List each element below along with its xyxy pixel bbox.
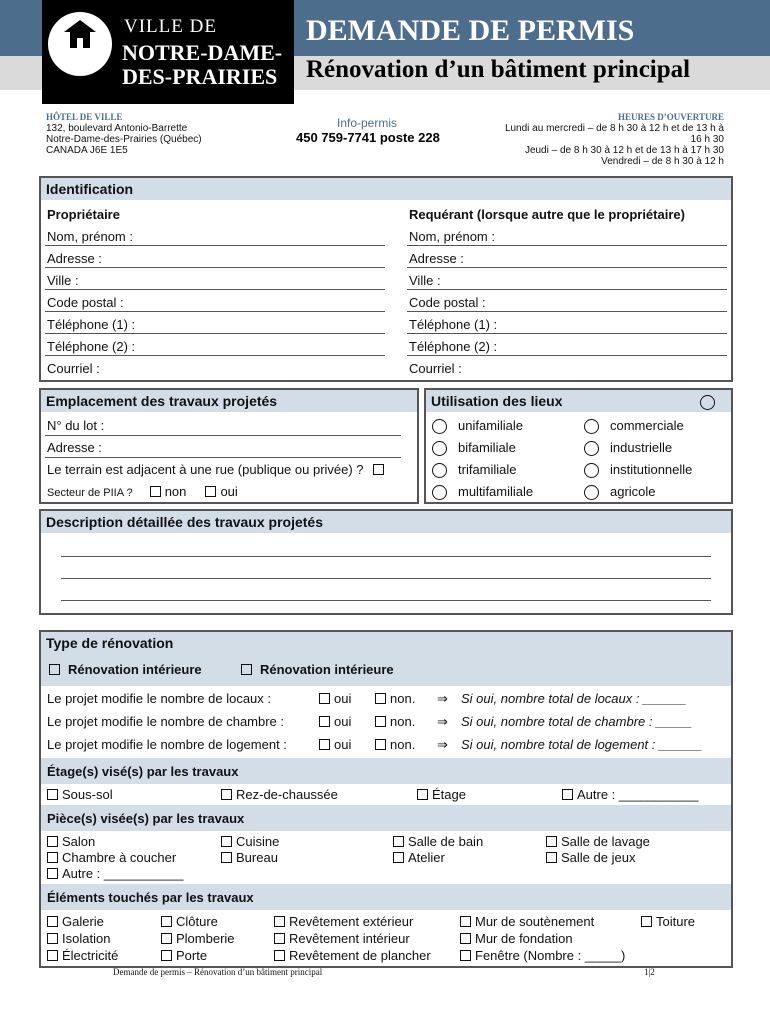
- radio-industrielle[interactable]: [584, 441, 599, 456]
- owner-phone2-label: Téléphone (2) :: [47, 339, 136, 354]
- owner-phone1-field[interactable]: [45, 333, 385, 334]
- city-logo: [42, 0, 294, 104]
- applicant-address-label: Adresse :: [409, 251, 464, 266]
- info-permis-label: Info-permis: [337, 116, 398, 130]
- renovation-option-1-checkbox[interactable]: [49, 664, 60, 675]
- address-line-1: 132, boulevard Antonio-Barrette: [46, 123, 188, 134]
- floor-etage-checkbox[interactable]: [417, 789, 428, 800]
- floor-sous-sol: [47, 787, 113, 802]
- el-revetement-ext-checkbox[interactable]: [274, 916, 285, 927]
- lot-label: N° du lot :: [47, 418, 105, 433]
- room-salle-de-bain-label: Salle de bain: [408, 834, 484, 849]
- floor-rdc-checkbox[interactable]: [221, 789, 232, 800]
- hotel-label: HÔTEL DE VILLE: [46, 112, 123, 122]
- el-revetement-plancher-label: Revêtement de plancher: [289, 948, 431, 963]
- room-cuisine-checkbox[interactable]: [221, 836, 232, 847]
- floor-etage-label: Étage: [432, 787, 466, 802]
- renovation-options-band: [41, 654, 731, 686]
- room-atelier-checkbox[interactable]: [393, 852, 404, 863]
- floors-band: [41, 758, 731, 784]
- room-bureau-checkbox[interactable]: [221, 852, 232, 863]
- q-chambre-non: [375, 714, 415, 729]
- q-logement-label: Le projet modifie le nombre de logement :: [47, 737, 287, 752]
- room-atelier-label: Atelier: [408, 850, 445, 865]
- radio-institutionnelle[interactable]: [584, 463, 599, 478]
- address-line-3: CANADA J6E 1E5: [46, 145, 128, 156]
- applicant-postal-label: Code postal :: [409, 295, 486, 310]
- room-bureau: [221, 850, 278, 865]
- room-salle-de-lavage-checkbox[interactable]: [546, 836, 557, 847]
- usage-section: [424, 388, 733, 504]
- owner-title: Propriétaire: [47, 207, 120, 222]
- room-salle-de-jeux: [546, 850, 635, 865]
- applicant-email-label: Courriel :: [409, 361, 462, 376]
- el-porte: [161, 948, 207, 963]
- q-locaux-oui-checkbox[interactable]: [319, 693, 330, 704]
- el-electricite: [47, 948, 118, 963]
- piia-oui-label: oui: [220, 484, 238, 499]
- q-locaux-oui: [319, 691, 351, 706]
- room-salle-de-lavage: [546, 834, 650, 849]
- owner-name-field[interactable]: [45, 245, 385, 246]
- lot-field[interactable]: [45, 435, 401, 436]
- location-title: Emplacement des travaux projetés: [41, 390, 417, 412]
- description-title: Description détaillée des travaux projetés: [41, 511, 731, 533]
- owner-phone1-label: Téléphone (1) :: [47, 317, 136, 332]
- applicant-phone1-label: Téléphone (1) :: [409, 317, 498, 332]
- description-line-1[interactable]: [61, 556, 711, 557]
- renovation-option-1-label: Rénovation intérieure: [68, 662, 202, 677]
- label-multifamiliale: multifamiliale: [458, 484, 534, 499]
- elements-band: [41, 884, 731, 910]
- room-atelier: [393, 850, 445, 865]
- el-cloture-checkbox[interactable]: [161, 916, 172, 927]
- floor-sous-sol-checkbox[interactable]: [47, 789, 58, 800]
- q-chambre-oui-checkbox[interactable]: [319, 716, 330, 727]
- q-locaux-result: Si oui, nombre total de locaux : ______: [461, 691, 687, 706]
- owner-name-label: Nom, prénom :: [47, 229, 133, 244]
- owner-address-field[interactable]: [45, 267, 385, 268]
- el-galerie-label: Galerie: [62, 914, 104, 929]
- label-commerciale: commerciale: [610, 418, 684, 433]
- q-chambre-oui-label: oui: [334, 714, 352, 729]
- room-chambre: [47, 850, 176, 865]
- hours-line-1: Lundi au mercredi – de 8 h 30 à 12 h et de 13 h à: [504, 123, 724, 134]
- el-toiture: [641, 914, 695, 929]
- usage-header-radio[interactable]: [700, 395, 715, 410]
- renovation-title: Type de rénovation: [41, 632, 731, 654]
- q-chambre-oui: [319, 714, 351, 729]
- el-fenetre-checkbox[interactable]: [460, 950, 471, 961]
- q-locaux-arrow-icon: ⇒: [437, 691, 448, 706]
- room-cuisine: [221, 834, 279, 849]
- floor-autre: [562, 787, 698, 802]
- renovation-option-2-label: Rénovation intérieure: [260, 662, 394, 677]
- floor-autre-checkbox[interactable]: [562, 789, 573, 800]
- description-line-3[interactable]: [61, 600, 711, 601]
- q-logement-non: [375, 737, 415, 752]
- rooms-band: [41, 805, 731, 831]
- el-revetement-plancher: [274, 948, 431, 963]
- adjacent-street-checkbox[interactable]: [373, 464, 384, 475]
- room-autre-label: Autre : ___________: [62, 866, 184, 881]
- el-revetement-ext-label: Revêtement extérieur: [289, 914, 414, 929]
- applicant-phone2-label: Téléphone (2) :: [409, 339, 498, 354]
- q-chambre-result: Si oui, nombre total de chambre : _____: [461, 714, 693, 729]
- floor-etage: [417, 787, 466, 802]
- logo-emblem-icon: [48, 12, 112, 76]
- piia-row: [47, 484, 238, 499]
- el-plomberie-label: Plomberie: [176, 931, 235, 946]
- el-plomberie-checkbox[interactable]: [161, 933, 172, 944]
- applicant-address-field[interactable]: [407, 267, 727, 268]
- label-agricole: agricole: [610, 484, 656, 499]
- el-isolation-checkbox[interactable]: [47, 933, 58, 944]
- piia-non-checkbox[interactable]: [150, 486, 161, 497]
- q-chambre-arrow-icon: ⇒: [437, 714, 448, 729]
- q-locaux-non-label: non.: [390, 691, 416, 706]
- room-bureau-label: Bureau: [236, 850, 278, 865]
- room-chambre-checkbox[interactable]: [47, 852, 58, 863]
- el-revetement-int: [274, 931, 410, 946]
- owner-phone2-field[interactable]: [45, 355, 385, 356]
- radio-trifamiliale[interactable]: [432, 463, 447, 478]
- applicant-phone1-field[interactable]: [407, 333, 727, 334]
- el-mur-fondation: [460, 931, 573, 946]
- q-locaux-label: Le projet modifie le nombre de locaux :: [47, 691, 272, 706]
- el-mur-soutenement-checkbox[interactable]: [460, 916, 471, 927]
- info-permis-phone: 450 759-7741 poste 228: [296, 130, 440, 145]
- footer-doc-title: Demande de permis – Rénovation d’un bâtiment principal: [113, 967, 323, 977]
- el-fenetre: [460, 948, 625, 963]
- el-revetement-int-label: Revêtement intérieur: [289, 931, 410, 946]
- label-institutionnelle: institutionnelle: [610, 462, 693, 477]
- el-electricite-label: Électricité: [62, 948, 119, 963]
- q-logement-oui-label: oui: [334, 737, 352, 752]
- label-unifamiliale: unifamiliale: [458, 418, 524, 433]
- q-chambre-label: Le projet modifie le nombre de chambre :: [47, 714, 285, 729]
- hours-label: HEURES D’OUVERTURE: [618, 112, 724, 122]
- logo-line-3: DES-PRAIRIES: [122, 64, 278, 89]
- q-logement-non-checkbox[interactable]: [375, 739, 386, 750]
- q-locaux-non: [375, 691, 415, 706]
- identification-section: [39, 176, 733, 382]
- adjacent-street-question: [47, 462, 388, 477]
- el-mur-fondation-label: Mur de fondation: [475, 931, 573, 946]
- q-chambre-non-label: non.: [390, 714, 416, 729]
- q-locaux-non-checkbox[interactable]: [375, 693, 386, 704]
- q-chambre-non-checkbox[interactable]: [375, 716, 386, 727]
- el-electricite-checkbox[interactable]: [47, 950, 58, 961]
- footer-page-number: 1|2: [644, 967, 655, 977]
- rooms-title: Pièce(s) visée(s) par les travaux: [47, 811, 245, 826]
- piia-non-label: non: [164, 484, 187, 499]
- el-toiture-label: Toiture: [656, 914, 696, 929]
- adjacent-street-label: Le terrain est adjacent à une rue (publique ou privée) ?: [47, 462, 364, 477]
- hours-line-1b: 16 h 30: [690, 134, 724, 145]
- location-address-label: Adresse :: [47, 440, 102, 455]
- room-salle-de-bain-checkbox[interactable]: [393, 836, 404, 847]
- applicant-title: Requérant (lorsque autre que le propriétaire): [409, 207, 685, 222]
- radio-agricole[interactable]: [584, 485, 599, 500]
- address-line-2: Notre-Dame-des-Prairies (Québec): [46, 134, 202, 145]
- room-salon-checkbox[interactable]: [47, 836, 58, 847]
- q-locaux-oui-label: oui: [334, 691, 352, 706]
- logo-line-2: NOTRE-DAME-: [122, 40, 283, 65]
- room-salon: [47, 834, 95, 849]
- el-mur-fondation-checkbox[interactable]: [460, 933, 471, 944]
- owner-city-field[interactable]: [45, 289, 385, 290]
- applicant-city-field[interactable]: [407, 289, 727, 290]
- el-isolation-label: Isolation: [62, 931, 111, 946]
- floor-autre-label: Autre : ___________: [577, 787, 699, 802]
- label-industrielle: industrielle: [610, 440, 673, 455]
- room-autre-checkbox[interactable]: [47, 868, 58, 879]
- page-subtitle: Rénovation d’un bâtiment principal: [306, 56, 691, 83]
- applicant-name-label: Nom, prénom :: [409, 229, 495, 244]
- q-logement-arrow-icon: ⇒: [437, 737, 448, 752]
- el-porte-label: Porte: [176, 948, 208, 963]
- el-porte-checkbox[interactable]: [161, 950, 172, 961]
- location-section: [39, 388, 419, 504]
- renovation-option-2-checkbox[interactable]: [241, 664, 252, 675]
- room-salle-de-lavage-label: Salle de lavage: [561, 834, 650, 849]
- description-line-2[interactable]: [61, 578, 711, 579]
- el-revetement-int-checkbox[interactable]: [274, 933, 285, 944]
- floors-title: Étage(s) visé(s) par les travaux: [47, 764, 239, 779]
- room-salle-de-bain: [393, 834, 483, 849]
- usage-title: Utilisation des lieux: [426, 390, 731, 412]
- el-cloture-label: Clôture: [176, 914, 218, 929]
- renovation-option-2: [241, 662, 394, 677]
- renovation-option-1: [49, 662, 202, 677]
- el-toiture-checkbox[interactable]: [641, 916, 652, 927]
- el-revetement-ext: [274, 914, 413, 929]
- radio-commerciale[interactable]: [584, 419, 599, 434]
- q-logement-oui: [319, 737, 351, 752]
- room-salle-de-jeux-label: Salle de jeux: [561, 850, 636, 865]
- room-cuisine-label: Cuisine: [236, 834, 280, 849]
- owner-address-label: Adresse :: [47, 251, 102, 266]
- el-isolation: [47, 931, 110, 946]
- el-mur-soutenement: [460, 914, 594, 929]
- room-salle-de-jeux-checkbox[interactable]: [546, 852, 557, 863]
- owner-postal-label: Code postal :: [47, 295, 124, 310]
- radio-bifamiliale[interactable]: [432, 441, 447, 456]
- floor-rdc-label: Rez-de-chaussée: [236, 787, 338, 802]
- radio-unifamiliale[interactable]: [432, 419, 447, 434]
- hours-line-2: Jeudi – de 8 h 30 à 12 h et de 13 h à 17 h 30: [524, 145, 724, 156]
- radio-multifamiliale[interactable]: [432, 485, 447, 500]
- floor-sous-sol-label: Sous-sol: [62, 787, 113, 802]
- page-title: DEMANDE DE PERMIS: [306, 14, 635, 47]
- applicant-phone2-field[interactable]: [407, 355, 727, 356]
- el-mur-soutenement-label: Mur de soutènement: [475, 914, 595, 929]
- el-fenetre-label: Fenêtre (Nombre : _____): [475, 948, 626, 963]
- floor-rdc: [221, 787, 338, 802]
- el-revetement-plancher-checkbox[interactable]: [274, 950, 285, 961]
- renovation-section: [39, 630, 733, 968]
- owner-email-label: Courriel :: [47, 361, 100, 376]
- room-autre: [47, 866, 183, 881]
- label-trifamiliale: trifamiliale: [458, 462, 517, 477]
- description-section: [39, 509, 733, 615]
- applicant-city-label: Ville :: [409, 273, 441, 288]
- label-bifamiliale: bifamiliale: [458, 440, 516, 455]
- q-logement-oui-checkbox[interactable]: [319, 739, 330, 750]
- el-galerie: [47, 914, 104, 929]
- logo-line-1: VILLE DE: [124, 16, 217, 37]
- el-plomberie: [161, 931, 235, 946]
- room-salon-label: Salon: [62, 834, 96, 849]
- applicant-name-field[interactable]: [407, 245, 727, 246]
- hours-line-3: Vendredi – de 8 h 30 à 12 h: [601, 156, 724, 167]
- q-logement-non-label: non.: [390, 737, 416, 752]
- owner-postal-field[interactable]: [45, 311, 385, 312]
- elements-title: Éléments touchés par les travaux: [47, 890, 254, 905]
- piia-oui-checkbox[interactable]: [205, 486, 216, 497]
- el-cloture: [161, 914, 218, 929]
- piia-label: Secteur de PIIA ?: [47, 487, 133, 499]
- location-address-field[interactable]: [45, 457, 401, 458]
- identification-title: Identification: [41, 178, 731, 200]
- applicant-postal-field[interactable]: [407, 311, 727, 312]
- room-chambre-label: Chambre à coucher: [62, 850, 177, 865]
- el-galerie-checkbox[interactable]: [47, 916, 58, 927]
- owner-city-label: Ville :: [47, 273, 79, 288]
- q-logement-result: Si oui, nombre total de logement : ______: [461, 737, 703, 752]
